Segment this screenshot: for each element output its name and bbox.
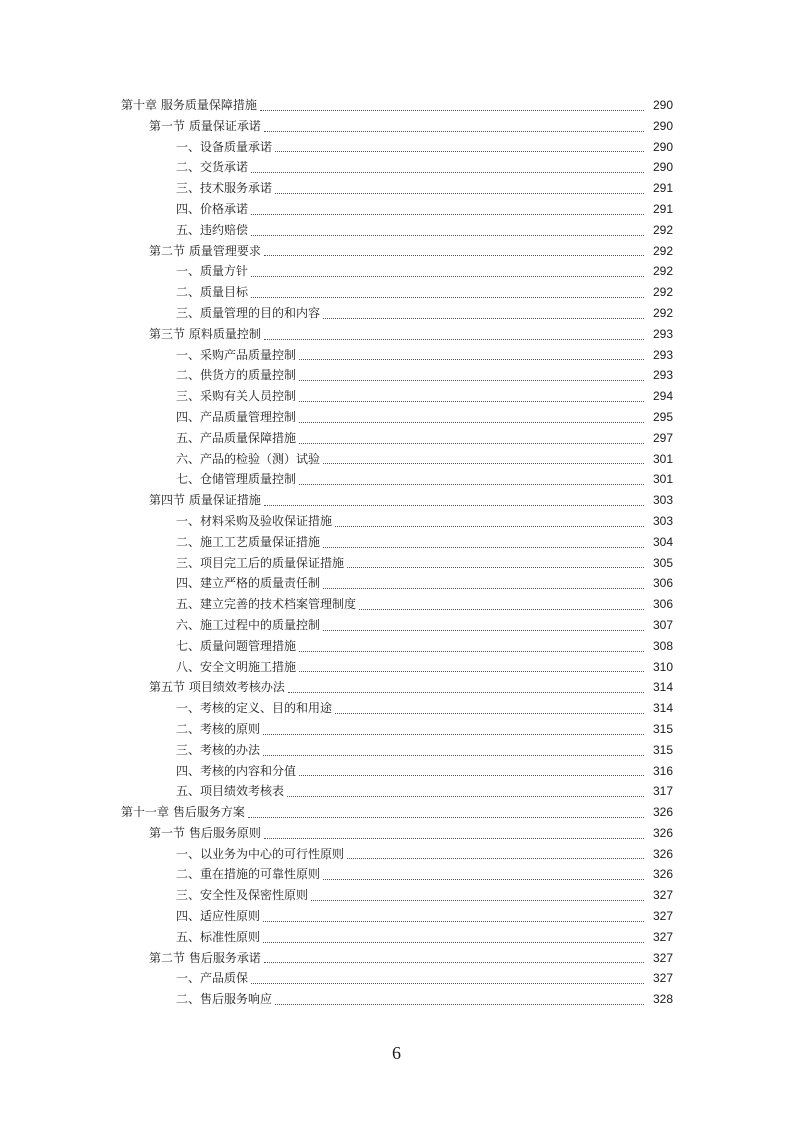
toc-item[interactable] <box>0 428 793 449</box>
toc-entry-title: 第十章 服务质量保障措施 <box>121 98 257 112</box>
toc-entry-title: 第五节 项目绩效考核办法 <box>149 680 285 695</box>
toc-page-number: 314 <box>652 701 673 716</box>
toc-item[interactable] <box>0 511 793 532</box>
toc-entry-title: 七、质量问题管理措施 <box>176 638 297 653</box>
toc-item[interactable] <box>0 137 793 158</box>
dot-leader <box>251 234 644 236</box>
toc-page-number: 306 <box>652 576 673 591</box>
dot-leader <box>359 608 644 610</box>
toc-section[interactable] <box>0 677 793 698</box>
toc-item[interactable] <box>0 532 793 553</box>
toc-item[interactable] <box>0 906 793 927</box>
toc-entry-title: 四、产品质量管理控制 <box>176 409 297 424</box>
toc-item[interactable] <box>0 844 793 865</box>
dot-leader <box>323 462 644 464</box>
dot-leader <box>264 504 644 506</box>
toc-entry-title: 第一节 售后服务原则 <box>149 825 261 840</box>
toc-entry-title: 四、建立严格的质量责任制 <box>176 576 321 591</box>
dot-leader <box>248 816 644 818</box>
toc-entry-title: 六、产品的检验（测）试验 <box>176 451 321 466</box>
dot-leader <box>263 733 644 735</box>
toc-page-number: 305 <box>652 555 673 570</box>
toc-page-number: 315 <box>652 742 673 757</box>
dot-leader <box>264 130 644 132</box>
toc-entry-title: 五、违约赔偿 <box>176 222 249 237</box>
toc-item[interactable] <box>0 968 793 989</box>
toc-item[interactable] <box>0 407 793 428</box>
toc-item[interactable] <box>0 449 793 470</box>
toc-section[interactable] <box>0 490 793 511</box>
toc-entry-title: 五、标准性原则 <box>176 929 261 944</box>
toc-item[interactable] <box>0 761 793 782</box>
toc-entry-title: 二、重在措施的可靠性原则 <box>176 867 321 882</box>
toc-page-number: 292 <box>652 243 673 258</box>
toc-item[interactable] <box>0 594 793 615</box>
toc-page-number: 293 <box>652 347 673 362</box>
toc-section[interactable] <box>0 241 793 262</box>
dot-leader <box>287 795 644 797</box>
toc-entry-title: 三、考核的办法 <box>176 742 261 757</box>
dot-leader <box>323 587 644 589</box>
toc-item[interactable] <box>0 885 793 906</box>
dot-leader <box>335 712 644 714</box>
toc-section[interactable] <box>0 948 793 969</box>
toc-entry-title: 二、交货承诺 <box>176 160 249 175</box>
toc-item[interactable] <box>0 698 793 719</box>
toc-entry-title: 一、以业务为中心的可行性原则 <box>176 846 345 861</box>
dot-leader <box>299 483 644 485</box>
toc-page-number: 327 <box>652 929 673 944</box>
toc-item[interactable] <box>0 386 793 407</box>
toc-page-number: 317 <box>652 784 673 799</box>
toc-item[interactable] <box>0 573 793 594</box>
dot-leader <box>251 275 644 277</box>
toc-item[interactable] <box>0 303 793 324</box>
toc-page-number: 326 <box>652 825 673 840</box>
toc-entry-title: 一、产品质保 <box>176 971 249 986</box>
toc-entry-title: 第四节 质量保证措施 <box>149 493 261 508</box>
dot-leader <box>323 317 644 319</box>
dot-leader <box>335 525 644 527</box>
dot-leader <box>275 1003 644 1005</box>
dot-leader <box>251 296 644 298</box>
toc-entry-title: 七、仓储管理质量控制 <box>176 472 297 487</box>
toc-entry-title: 二、售后服务响应 <box>176 992 273 1007</box>
toc-item[interactable] <box>0 282 793 303</box>
toc-entry-title: 六、施工过程中的质量控制 <box>176 617 321 632</box>
toc-page-number: 327 <box>652 950 673 965</box>
toc-item[interactable] <box>0 261 793 282</box>
dot-leader <box>264 837 644 839</box>
toc-item[interactable] <box>0 615 793 636</box>
dot-leader <box>299 442 644 444</box>
toc-item[interactable] <box>0 719 793 740</box>
toc-page-number: 290 <box>652 98 673 112</box>
dot-leader <box>275 150 644 152</box>
dot-leader <box>323 546 644 548</box>
toc-page-number: 292 <box>652 285 673 300</box>
toc-entry-title: 三、项目完工后的质量保证措施 <box>176 555 345 570</box>
toc-page-number: 326 <box>652 867 673 882</box>
toc-entry-title: 一、考核的定义、目的和用途 <box>176 701 333 716</box>
dot-leader <box>347 566 644 568</box>
toc-page-number: 303 <box>652 513 673 528</box>
toc-section[interactable] <box>0 823 793 844</box>
toc-section[interactable] <box>0 116 793 137</box>
toc-page-number: 292 <box>652 222 673 237</box>
toc-page-number: 310 <box>652 659 673 674</box>
toc-chapter[interactable] <box>0 802 793 823</box>
toc-page-number: 293 <box>652 368 673 383</box>
toc-page-number: 290 <box>652 139 673 154</box>
table-of-contents <box>0 95 793 1010</box>
dot-leader <box>251 982 644 984</box>
dot-leader <box>263 920 644 922</box>
toc-item[interactable] <box>0 199 793 220</box>
toc-page-number: 327 <box>652 971 673 986</box>
dot-leader <box>299 358 644 360</box>
toc-entry-title: 三、采购有关人员控制 <box>176 389 297 404</box>
toc-page-number: 292 <box>652 264 673 279</box>
toc-page-number: 291 <box>652 181 673 196</box>
dot-leader <box>299 650 644 652</box>
dot-leader <box>251 213 644 215</box>
toc-entry-title: 第三节 原料质量控制 <box>149 326 261 341</box>
toc-page-number: 293 <box>652 326 673 341</box>
toc-entry-title: 五、建立完善的技术档案管理制度 <box>176 597 357 612</box>
toc-entry-title: 三、安全性及保密性原则 <box>176 888 309 903</box>
toc-page-number: 301 <box>652 472 673 487</box>
toc-item[interactable] <box>0 740 793 761</box>
toc-entry-title: 四、价格承诺 <box>176 201 249 216</box>
toc-page-number: 306 <box>652 597 673 612</box>
dot-leader <box>264 254 644 256</box>
toc-entry-title: 四、考核的内容和分值 <box>176 763 297 778</box>
dot-leader <box>263 754 644 756</box>
toc-item[interactable] <box>0 469 793 490</box>
toc-item[interactable] <box>0 657 793 678</box>
dot-leader <box>264 338 644 340</box>
toc-page-number: 292 <box>652 305 673 320</box>
dot-leader <box>323 629 644 631</box>
toc-entry-title: 一、材料采购及验收保证措施 <box>176 513 333 528</box>
toc-page-number: 327 <box>652 888 673 903</box>
toc-entry-title: 四、适应性原则 <box>176 909 261 924</box>
toc-page-number: 290 <box>652 160 673 175</box>
toc-entry-title: 一、采购产品质量控制 <box>176 347 297 362</box>
toc-item[interactable] <box>0 553 793 574</box>
toc-page-number: 295 <box>652 409 673 424</box>
toc-entry-title: 二、质量目标 <box>176 285 249 300</box>
dot-leader <box>288 691 644 693</box>
toc-page-number: 314 <box>652 680 673 695</box>
toc-page-number: 326 <box>652 846 673 861</box>
dot-leader <box>299 670 644 672</box>
dot-leader <box>299 379 644 381</box>
toc-page-number: 316 <box>652 763 673 778</box>
toc-item[interactable] <box>0 157 793 178</box>
toc-entry-title: 第十一章 售后服务方案 <box>121 805 245 820</box>
toc-entry-title: 一、设备质量承诺 <box>176 139 273 154</box>
toc-entry-title: 一、质量方针 <box>176 264 249 279</box>
toc-entry-title: 三、技术服务承诺 <box>176 181 273 196</box>
toc-item[interactable] <box>0 636 793 657</box>
toc-entry-title: 五、产品质量保障措施 <box>176 430 297 445</box>
toc-entry-title: 二、考核的原则 <box>176 721 261 736</box>
dot-leader <box>275 192 644 194</box>
toc-page-number: 315 <box>652 721 673 736</box>
dot-leader <box>299 421 644 423</box>
toc-item[interactable] <box>0 220 793 241</box>
toc-item[interactable] <box>0 927 793 948</box>
dot-leader <box>347 857 644 859</box>
page-number: 6 <box>392 1043 401 1063</box>
toc-page-number: 303 <box>652 493 673 508</box>
dot-leader <box>260 109 644 111</box>
toc-page-number: 308 <box>652 638 673 653</box>
toc-page-number: 307 <box>652 617 673 632</box>
toc-section[interactable] <box>0 324 793 345</box>
dot-leader <box>251 171 644 173</box>
toc-entry-title: 八、安全文明施工措施 <box>176 659 297 674</box>
toc-entry-title: 二、施工工艺质量保证措施 <box>176 534 321 549</box>
dot-leader <box>311 899 644 901</box>
dot-leader <box>299 400 644 402</box>
toc-page-number: 290 <box>652 118 673 133</box>
dot-leader <box>323 878 644 880</box>
toc-page-number: 291 <box>652 201 673 216</box>
toc-entry-title: 第二节 售后服务承诺 <box>149 950 261 965</box>
toc-item[interactable] <box>0 781 793 802</box>
toc-item[interactable] <box>0 989 793 1010</box>
toc-item[interactable] <box>0 864 793 885</box>
dot-leader <box>299 774 644 776</box>
toc-page-number: 328 <box>652 992 673 1007</box>
toc-page-number: 326 <box>652 805 673 820</box>
toc-entry-title: 第一节 质量保证承诺 <box>149 118 261 133</box>
toc-item[interactable] <box>0 365 793 386</box>
dot-leader <box>264 961 644 963</box>
toc-chapter[interactable] <box>0 95 793 116</box>
toc-entry-title: 二、供货方的质量控制 <box>176 368 297 383</box>
dot-leader <box>263 941 644 943</box>
toc-page-number: 294 <box>652 389 673 404</box>
toc-entry-title: 三、质量管理的目的和内容 <box>176 305 321 320</box>
toc-entry-title: 第二节 质量管理要求 <box>149 243 261 258</box>
toc-page-number: 297 <box>652 430 673 445</box>
toc-item[interactable] <box>0 345 793 366</box>
toc-page-number: 327 <box>652 909 673 924</box>
toc-page-number: 304 <box>652 534 673 549</box>
toc-item[interactable] <box>0 178 793 199</box>
toc-entry-title: 五、项目绩效考核表 <box>176 784 285 799</box>
toc-page-number: 301 <box>652 451 673 466</box>
